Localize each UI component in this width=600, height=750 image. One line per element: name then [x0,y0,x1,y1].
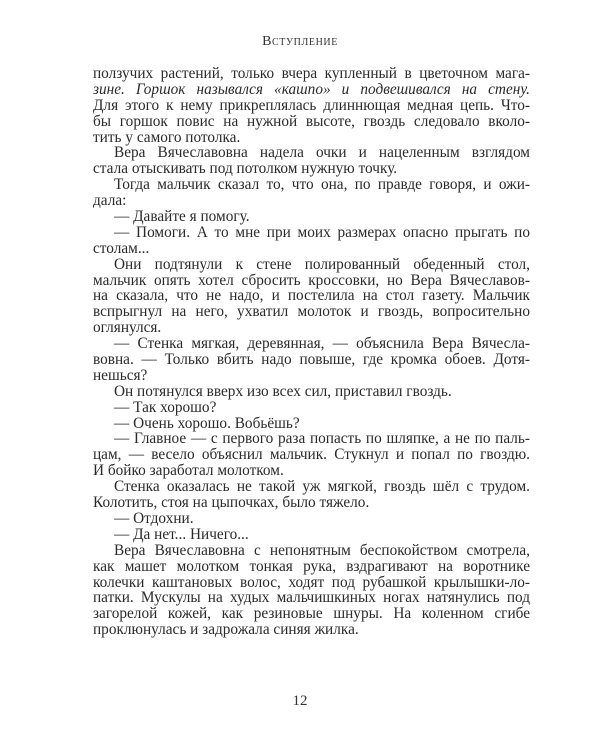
text-line: загорелой кожей, как резиновые шнуры. На коленном сгибе [93,605,530,623]
page-number: 12 [292,693,308,709]
text-line: столам... [93,239,150,257]
text-line: Он потянулся вверх изо всех сил, приставил гвоздь. [114,382,452,400]
text-line: — Главное — с первого раза попасть по шляпке, а не по паль- [114,430,530,448]
text-line: Они подтянули к стене полированный обеденный стол, [114,255,530,273]
text-line: патки. Мускулы на худых мальчишкиных ногах натянулись под [93,589,530,607]
text-line: — Очень хорошо. Вобьёшь? [114,414,300,432]
text-line: вспрыгнул на него, ухватил молоток и гвоздь, вопросительно [93,303,530,321]
text-line: колечки каштановых волос, ходят под рубашкой крылышки-ло- [93,573,530,591]
text-line: Колотить, стоя на цыпочках, было тяжело. [93,494,370,512]
text-line: Вера Вячеславовна надела очки и нацеленным взглядом [114,144,530,162]
text-line: вовна. — Только вбить надо повыше, где кромка обоев. Дотя- [93,351,530,369]
text-line: нешься? [93,366,148,384]
text-line: бы горшок повис на нужной высоте, гвоздь следовало вколо- [93,112,530,130]
text-line: — Помоги. А то мне при моих размерах опасно прыгать по [114,223,530,241]
text-line: И бойко заработал молотком. [93,462,284,480]
text-line: дала: [93,192,127,210]
text-line: оглянулся. [93,319,162,337]
text-line: Тогда мальчик сказал то, что она, по правде говоря, и ожи- [114,176,530,194]
text-line: Вера Вячеславовна с непонятным беспокойством смотрела, [114,541,530,559]
text-line: ползучих растений, только вчера купленный в цветочном мага- [93,65,530,82]
text-line: — Да нет... Ничего... [114,525,249,543]
text-line: тить у самого потолка. [93,128,241,146]
text-line: стала отыскивать под потолком нужную точку. [93,160,398,178]
text-line: — Давайте я помогу. [114,208,250,226]
body-text [93,66,530,638]
text-line: зине. Горшок назывался «кашпо» и подвешивался на стену. [93,80,530,98]
text-line: — Так хорошо? [114,398,217,416]
text-line: проклюнулась и задрожала синяя жилка. [93,621,359,639]
text-line: — Стенка мягкая, деревянная, — объяснила Вера Вячесла- [114,335,530,353]
running-header: Вступление [262,34,338,49]
text-line: Стенка оказалась не такой уж мягкой, гвоздь шёл с трудом. [114,478,530,496]
text-line: на сказала, что не надо, и постелила на стол газету. Мальчик [93,287,530,305]
text-line: Для этого к нему прикреплялась длиннющая медная цепь. Что- [93,96,530,114]
text-line: — Отдохни. [114,509,194,527]
text-line: мальчик опять хотел сбросить кроссовки, но Вера Вячеславов- [93,271,530,289]
text-line: как машет молотком тонкая рука, вздрагивают на воротнике [93,557,530,575]
text-line: цам, — весело объяснил мальчик. Стукнул и попал по гвоздю. [93,446,530,464]
